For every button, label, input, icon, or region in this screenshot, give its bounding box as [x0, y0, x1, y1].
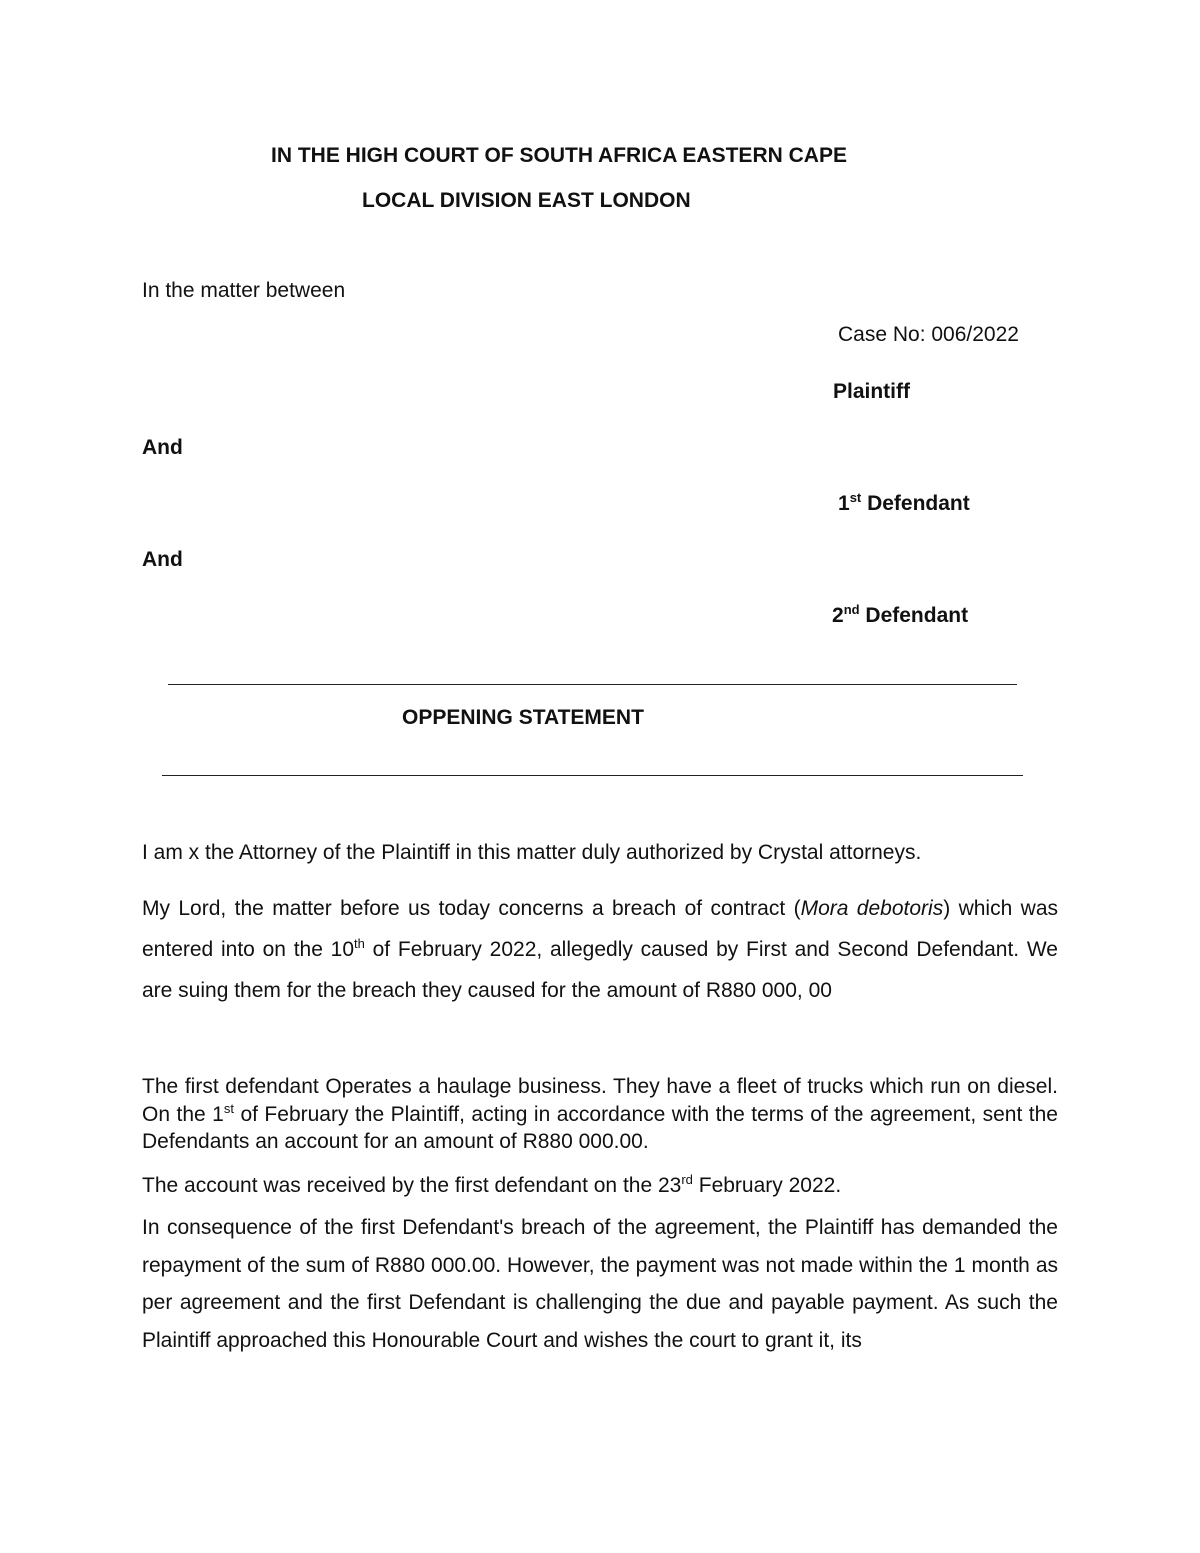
- first-defendant-label: [838, 491, 970, 517]
- paragraph-repayment-demand: In consequence of the first Defendant's breach of the agreement, the Plaintiff has demanded the repayment of the sum of R880 000.00. However, the payment was not made within the 1 month as per agreement and the first Defendant is challenging the due and payable payment. As such the Plaintiff approached this Honourable Court and wishes the court to grant it, its: [142, 1216, 1058, 1352]
- first-defendant-number: 1: [838, 492, 850, 515]
- court-heading-line1: IN THE HIGH COURT OF SOUTH AFRICA EASTERN CAPE: [271, 144, 847, 167]
- first-defendant-text: Defendant: [861, 492, 970, 515]
- p4-ordinal: rd: [681, 1172, 693, 1187]
- p2-text-b: ) which was entered into on the 10: [142, 897, 1058, 961]
- document-title: OPPENING STATEMENT: [402, 706, 644, 729]
- paragraph-haulage-business: [142, 1073, 1058, 1156]
- p2-text-c: of February 2022, allegedly caused by First and Second Defendant. We are suing them for the breach they caused for the amount of R880 000, 00: [142, 938, 1058, 1002]
- matter-intro: In the matter between: [142, 279, 346, 302]
- first-defendant-ordinal: st: [849, 490, 862, 505]
- court-heading-line2: LOCAL DIVISION EAST LONDON: [362, 189, 691, 212]
- case-number: Case No: 006/2022: [838, 323, 1019, 346]
- paragraph-account-received: [142, 1173, 1058, 1199]
- second-defendant-ordinal: nd: [843, 602, 860, 617]
- p3-text-a: The first defendant Operates a haulage business. They have a fleet of trucks which run on diesel. On the 1: [142, 1075, 1058, 1126]
- p2-ordinal: th: [354, 936, 365, 951]
- top-divider-rule: [168, 684, 1017, 685]
- p4-text-a: The account was received by the first defendant on the 23: [142, 1174, 682, 1197]
- paragraph-introduction: I am x the Attorney of the Plaintiff in this matter duly authorized by Crystal attorneys.: [142, 841, 922, 864]
- second-defendant-label: [832, 603, 968, 629]
- p2-latin-term: Mora debotoris: [800, 897, 944, 920]
- p4-text-b: February 2022.: [692, 1174, 842, 1197]
- plaintiff-label: Plaintiff: [833, 380, 910, 403]
- bottom-divider-rule: [162, 775, 1023, 776]
- p2-text-a: My Lord, the matter before us today concerns a breach of contract (: [142, 897, 801, 920]
- second-defendant-text: Defendant: [859, 604, 969, 627]
- p3-ordinal: st: [223, 1100, 234, 1116]
- and-separator-2: And: [142, 548, 183, 571]
- and-separator-1: And: [142, 436, 183, 459]
- second-defendant-number: 2: [832, 604, 844, 627]
- paragraph-breach-of-contract: [142, 888, 1058, 1011]
- p3-text-b: of February the Plaintiff, acting in accordance with the terms of the agreement, sent the Defendants an account for an amount of R880 000.00.: [142, 1102, 1058, 1153]
